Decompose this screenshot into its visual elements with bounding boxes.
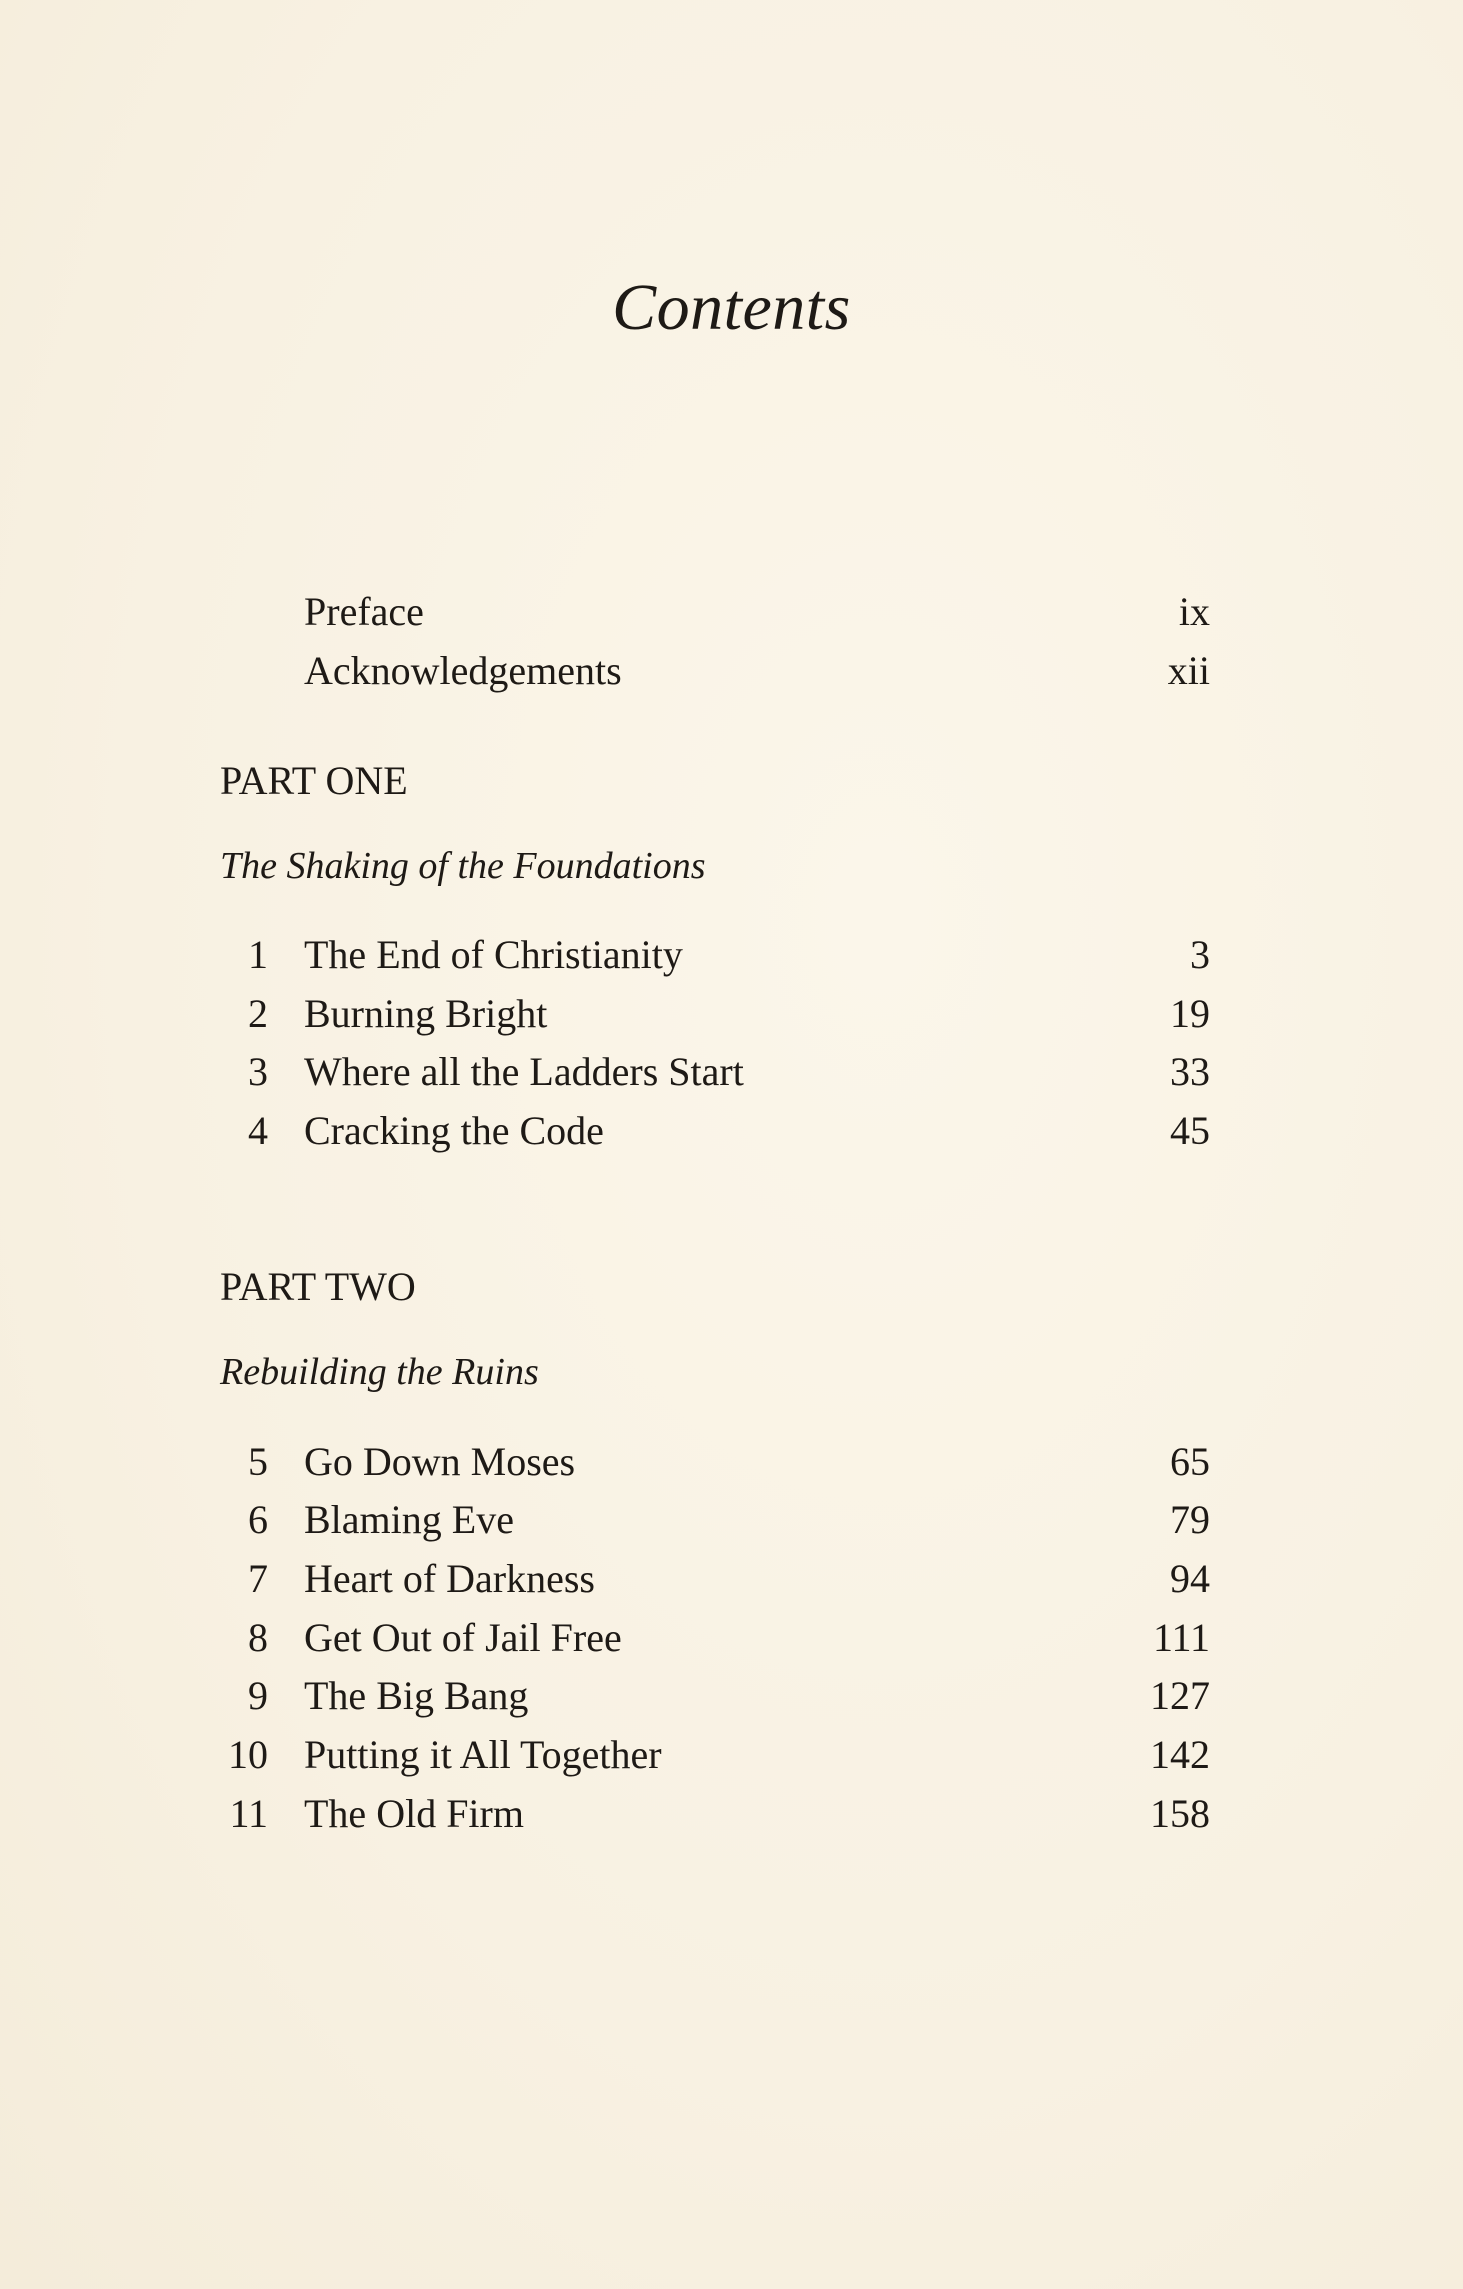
chapter-page-number: 45 xyxy=(1170,1108,1210,1153)
chapter-page-number: 33 xyxy=(1170,1049,1210,1094)
entry-title: Preface xyxy=(304,589,424,634)
chapter-page-number: 19 xyxy=(1170,991,1210,1036)
chapter-title: Go Down Moses xyxy=(304,1439,576,1484)
chapter-number: 10 xyxy=(228,1732,268,1777)
toc-chapter xyxy=(220,1044,1210,1100)
toc-chapter xyxy=(220,1610,1210,1666)
chapter-number: 9 xyxy=(248,1673,268,1718)
toc-chapter xyxy=(220,1786,1210,1842)
toc-chapter xyxy=(220,1103,1210,1159)
chapter-number: 5 xyxy=(248,1439,268,1484)
chapter-title: The End of Christianity xyxy=(304,932,683,977)
toc-entry-acknowledgements xyxy=(220,643,1210,699)
chapter-title: Heart of Darkness xyxy=(304,1556,595,1601)
chapter-title: Where all the Ladders Start xyxy=(304,1049,744,1094)
toc-chapter xyxy=(220,1727,1210,1783)
toc-chapter xyxy=(220,1668,1210,1724)
entry-page-number: xii xyxy=(1167,648,1210,693)
chapter-title: Putting it All Together xyxy=(304,1732,662,1777)
chapter-title: The Big Bang xyxy=(304,1673,529,1718)
entry-page-number: ix xyxy=(1178,589,1210,634)
part-two-subtitle: Rebuilding the Ruins xyxy=(220,1351,539,1393)
chapter-number: 3 xyxy=(248,1049,268,1094)
chapter-page-number: 65 xyxy=(1170,1439,1210,1484)
part-one-subtitle: The Shaking of the Foundations xyxy=(220,845,706,887)
chapter-number: 4 xyxy=(248,1108,268,1153)
chapter-page-number: 94 xyxy=(1170,1556,1210,1601)
chapter-number: 8 xyxy=(248,1615,268,1660)
toc-chapter xyxy=(220,927,1210,983)
toc-chapter xyxy=(220,1551,1210,1607)
toc-entry-preface xyxy=(220,584,1210,640)
entry-title: Acknowledgements xyxy=(304,648,622,693)
part-two-heading: PART TWO xyxy=(220,1264,416,1309)
chapter-page-number: 142 xyxy=(1150,1732,1210,1777)
chapter-page-number: 158 xyxy=(1150,1791,1210,1836)
chapter-title: Get Out of Jail Free xyxy=(304,1615,622,1660)
chapter-page-number: 79 xyxy=(1170,1497,1210,1542)
toc-chapter xyxy=(220,1492,1210,1548)
part-one-heading: PART ONE xyxy=(220,758,408,803)
chapter-number: 6 xyxy=(248,1497,268,1542)
page-title: Contents xyxy=(612,271,851,344)
chapter-number: 11 xyxy=(229,1791,268,1836)
chapter-page-number: 111 xyxy=(1152,1615,1210,1660)
toc-chapter xyxy=(220,986,1210,1042)
chapter-number: 2 xyxy=(248,991,268,1036)
toc-chapter xyxy=(220,1434,1210,1490)
chapter-number: 7 xyxy=(248,1556,268,1601)
chapter-title: Blaming Eve xyxy=(304,1497,514,1542)
chapter-page-number: 127 xyxy=(1150,1673,1210,1718)
chapter-title: Cracking the Code xyxy=(304,1108,604,1153)
chapter-page-number: 3 xyxy=(1190,932,1210,977)
chapter-title: Burning Bright xyxy=(304,991,548,1036)
chapter-number: 1 xyxy=(248,932,268,977)
chapter-title: The Old Firm xyxy=(304,1791,524,1836)
